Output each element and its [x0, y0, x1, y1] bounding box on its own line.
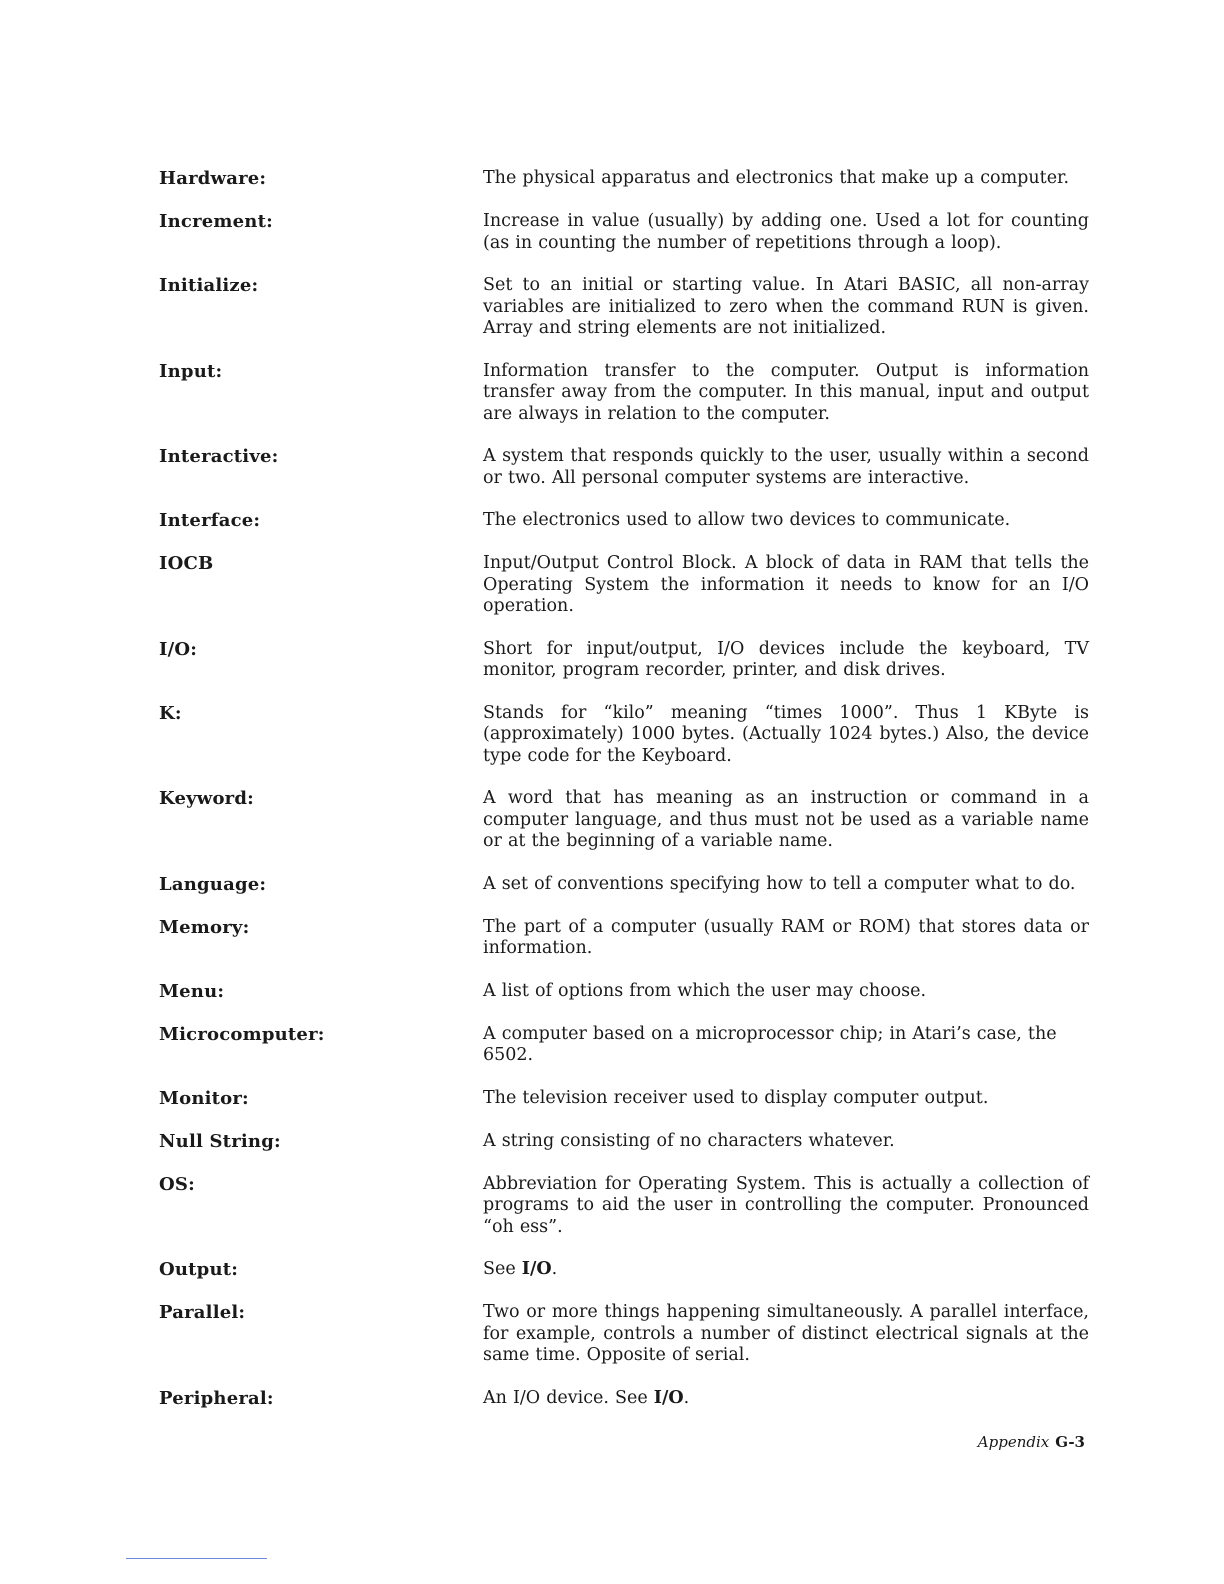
glossary-definition: Information transfer to the computer. Output is information transfer away from the computer. In this manual, input and output are always in relation to the computer. — [483, 360, 1089, 424]
glossary-entry-language — [159, 874, 1089, 896]
glossary-entry-interactive — [159, 446, 1089, 489]
glossary-definition: Set to an initial or starting value. In Atari BASIC, all non-array variables are initialized to zero when the command RUN is given. Array and string elements are not initialized. — [483, 275, 1089, 338]
glossary-entry-initialize — [159, 275, 1089, 340]
glossary-definition: A computer based on a microprocessor chip; in Atari’s case, the 6502. — [483, 1023, 1057, 1065]
glossary-term: Input: — [159, 360, 223, 382]
glossary-entry-input — [159, 361, 1089, 426]
cross-reference: I/O — [653, 1387, 684, 1408]
bottom-rule — [126, 1558, 267, 1559]
glossary-entry-microcomputer — [159, 1024, 1089, 1067]
glossary-term: OS: — [159, 1173, 195, 1195]
glossary-definition: A set of conventions specifying how to tell a computer what to do. — [483, 873, 1076, 894]
glossary-term: Increment: — [159, 211, 273, 232]
cross-reference: I/O — [521, 1259, 552, 1279]
glossary-entry-os — [159, 1174, 1089, 1239]
glossary-entry-k — [159, 703, 1089, 768]
glossary-term: Keyword: — [159, 788, 254, 809]
glossary-definition: A word that has meaning as an instruction or command in a computer language, and thus must not be used as a variable name or at the beginning of a variable name. — [483, 788, 1089, 851]
definition-text: An I/O device. See — [483, 1387, 654, 1408]
glossary-term: Interactive: — [159, 446, 279, 467]
glossary-definition: Stands for “kilo” meaning “times 1000”. Thus 1 KByte is (approximately) 1000 bytes. (Actually 1024 bytes.) Also, the device type code for the Keyboard. — [483, 702, 1089, 766]
glossary-entry-peripheral — [159, 1388, 1089, 1410]
glossary-definition — [483, 1259, 1089, 1281]
glossary-term: Hardware: — [159, 168, 267, 189]
glossary-entry-null-string — [159, 1131, 1089, 1153]
glossary-definition: Abbreviation for Operating System. This is actually a collection of programs to aid the user in controlling the computer. Pronounced “oh ess”. — [483, 1173, 1089, 1237]
glossary-entry-monitor — [159, 1088, 1089, 1110]
glossary-term: Output: — [159, 1259, 239, 1280]
footer-section-label: Appendix — [977, 1433, 1050, 1451]
glossary-definition: The electronics used to allow two devices to communicate. — [483, 510, 1011, 530]
glossary-entry-iocb — [159, 553, 1089, 618]
glossary-entry-memory — [159, 917, 1089, 960]
glossary-term: Peripheral: — [159, 1387, 274, 1409]
glossary-definition: A list of options from which the user may choose. — [483, 980, 927, 1001]
glossary-term: Language: — [159, 873, 267, 895]
glossary-term: Microcomputer: — [159, 1023, 325, 1045]
glossary-definition: The television receiver used to display computer output. — [483, 1087, 989, 1108]
glossary-term: Memory: — [159, 916, 250, 938]
glossary-entry-hardware — [159, 168, 1089, 190]
glossary-term: Null String: — [159, 1130, 281, 1152]
definition-text: . — [551, 1259, 558, 1279]
glossary-entry-parallel — [159, 1302, 1089, 1367]
glossary-term: Menu: — [159, 980, 225, 1002]
glossary-term: Initialize: — [159, 275, 259, 296]
glossary-entry-increment — [159, 211, 1089, 254]
glossary-definition: A string consisting of no characters whatever. — [483, 1130, 895, 1151]
glossary-definition: Two or more things happening simultaneously. A parallel interface, for example, controls a number of distinct electrical signals at the same time. Opposite of serial. — [483, 1302, 1089, 1365]
glossary-term: I/O: — [159, 638, 198, 660]
glossary-list — [159, 168, 1089, 1410]
page-footer — [978, 1432, 1085, 1452]
glossary-definition: The physical apparatus and electronics that make up a computer. — [483, 168, 1070, 188]
glossary-definition: Increase in value (usually) by adding one. Used a lot for counting (as in counting the number of repetitions through a loop). — [483, 211, 1089, 253]
glossary-term: Interface: — [159, 510, 261, 531]
glossary-definition: The part of a computer (usually RAM or ROM) that stores data or information. — [483, 916, 1089, 958]
glossary-definition: Short for input/output, I/O devices include the keyboard, TV monitor, program recorder, printer, and disk drives. — [483, 638, 1089, 680]
page-number: G-3 — [1055, 1433, 1085, 1451]
glossary-entry-io — [159, 639, 1089, 682]
glossary-entry-output — [159, 1259, 1089, 1281]
glossary-definition: Input/Output Control Block. A block of data in RAM that tells the Operating System the information it needs to know for an I/O operation. — [483, 553, 1089, 616]
glossary-definition: A system that responds quickly to the user, usually within a second or two. All personal computer systems are interactive. — [483, 446, 1089, 488]
definition-text: See — [483, 1259, 522, 1279]
glossary-term: Monitor: — [159, 1087, 249, 1109]
glossary-definition — [483, 1388, 1089, 1410]
glossary-entry-menu — [159, 981, 1089, 1003]
definition-text: . — [683, 1387, 690, 1408]
glossary-term: Parallel: — [159, 1302, 246, 1323]
glossary-term: IOCB — [159, 553, 214, 574]
glossary-entry-keyword — [159, 788, 1089, 853]
glossary-entry-interface — [159, 510, 1089, 532]
glossary-term: K: — [159, 702, 182, 724]
